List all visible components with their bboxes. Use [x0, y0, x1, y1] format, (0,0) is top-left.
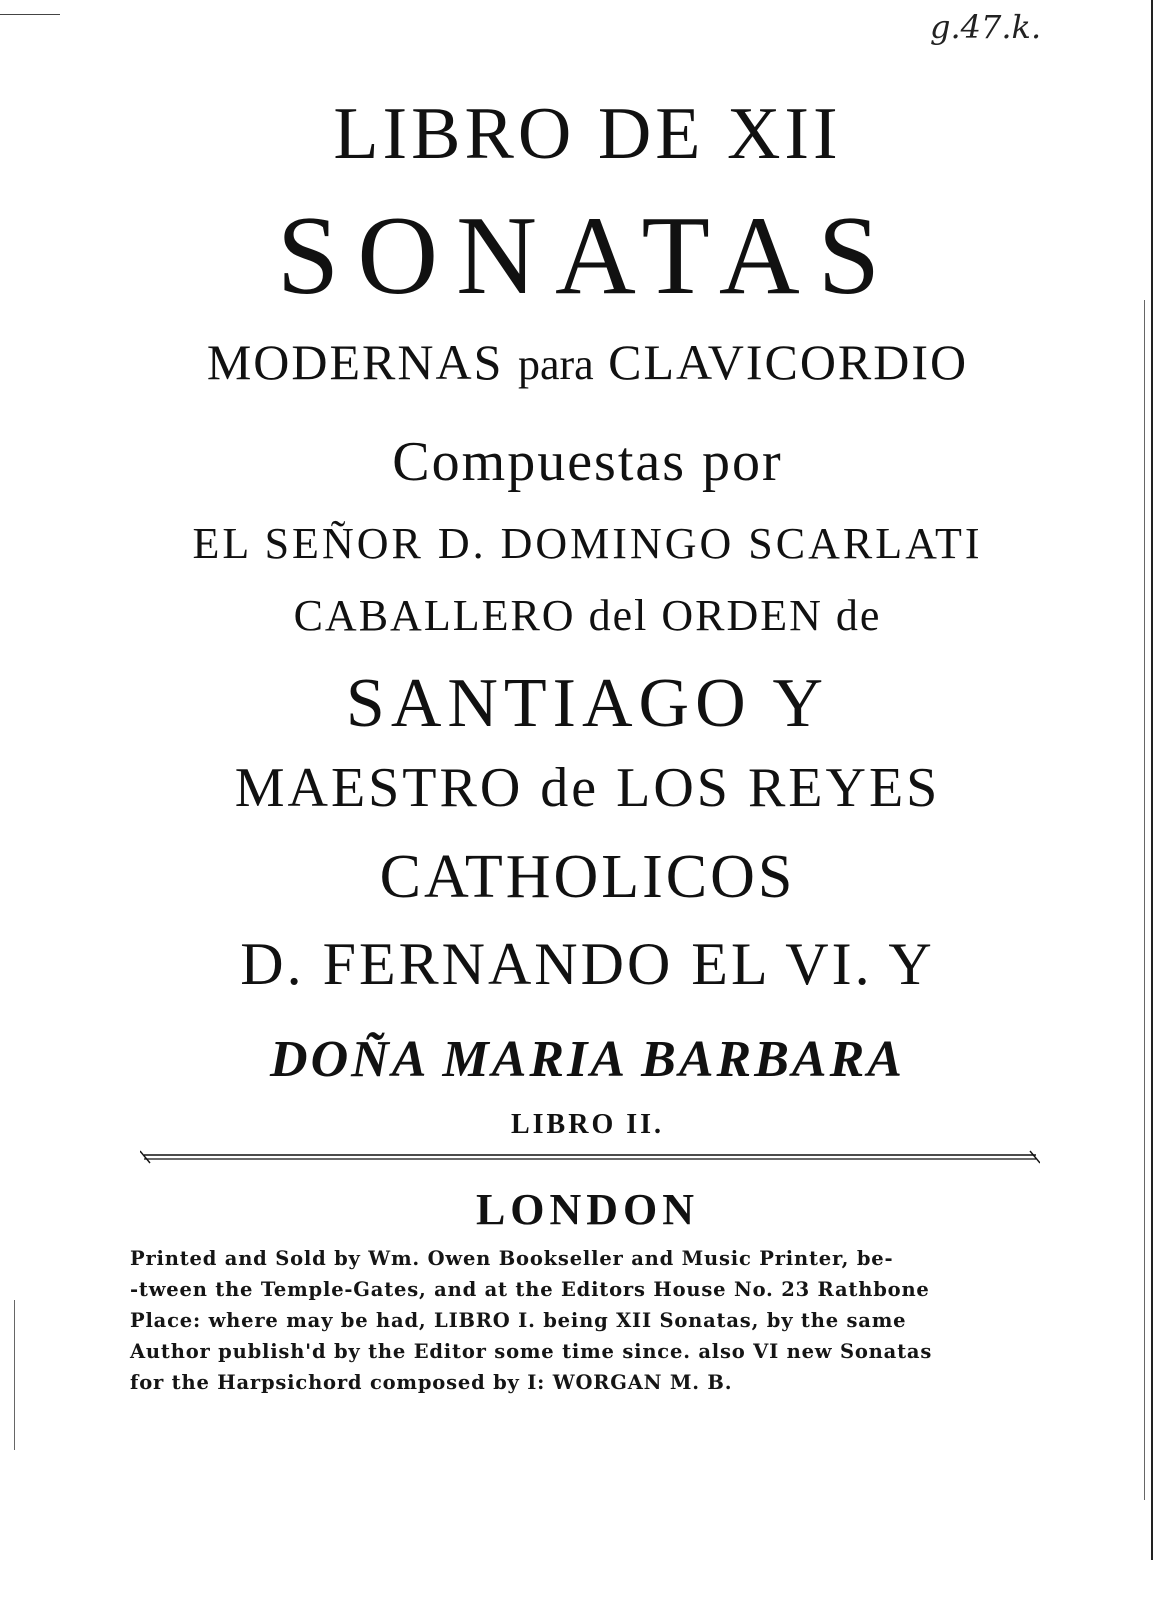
imprint-line: Place: where may be had, LIBRO I. being XII Sonatas, by the same — [130, 1309, 907, 1332]
imprint-line: Printed and Sold by Wm. Owen Bookseller and Music Printer, be- — [130, 1247, 894, 1270]
title-line-4: Compuestas por — [392, 431, 783, 493]
title-line-7: SANTIAGO Y — [345, 665, 830, 742]
imprint-line: for the Harpsichord composed by I: WORGAN M. B. — [130, 1371, 733, 1394]
title-line-3-b: para — [517, 340, 594, 389]
volume-label: LIBRO II. — [510, 1109, 665, 1140]
title-line-3 — [0, 333, 1175, 391]
composer-line: EL SEÑOR D. DOMINGO SCARLATI — [192, 519, 983, 568]
imprint-text — [130, 1243, 1060, 1398]
imprint-line: Author publish'd by the Editor some time since. also VI new Sonatas — [130, 1340, 933, 1363]
title-line-8: MAESTRO de LOS REYES — [234, 757, 941, 819]
title-line-6: CABALLERO del ORDEN de — [293, 591, 882, 640]
title-line-1: LIBRO DE XII — [333, 93, 842, 175]
title-line-11: DOÑA MARIA BARBARA — [270, 1031, 905, 1088]
shelfmark: g.47.k. — [930, 8, 1042, 46]
title-line-10: D. FERNANDO EL VI. Y — [240, 931, 935, 997]
imprint-city: LONDON — [475, 1185, 700, 1234]
corner-mark — [0, 14, 60, 15]
imprint-line: -tween the Temple-Gates, and at the Editors House No. 23 Rathbone — [130, 1278, 930, 1301]
page-edge-left — [14, 1300, 15, 1450]
title-line-3-c: CLAVICORDIO — [608, 334, 969, 390]
title-line-2: SONATAS — [276, 194, 899, 318]
title-line-9: CATHOLICOS — [379, 843, 796, 911]
title-line-3-a: MODERNAS — [206, 334, 504, 390]
divider-rule — [140, 1150, 1040, 1164]
